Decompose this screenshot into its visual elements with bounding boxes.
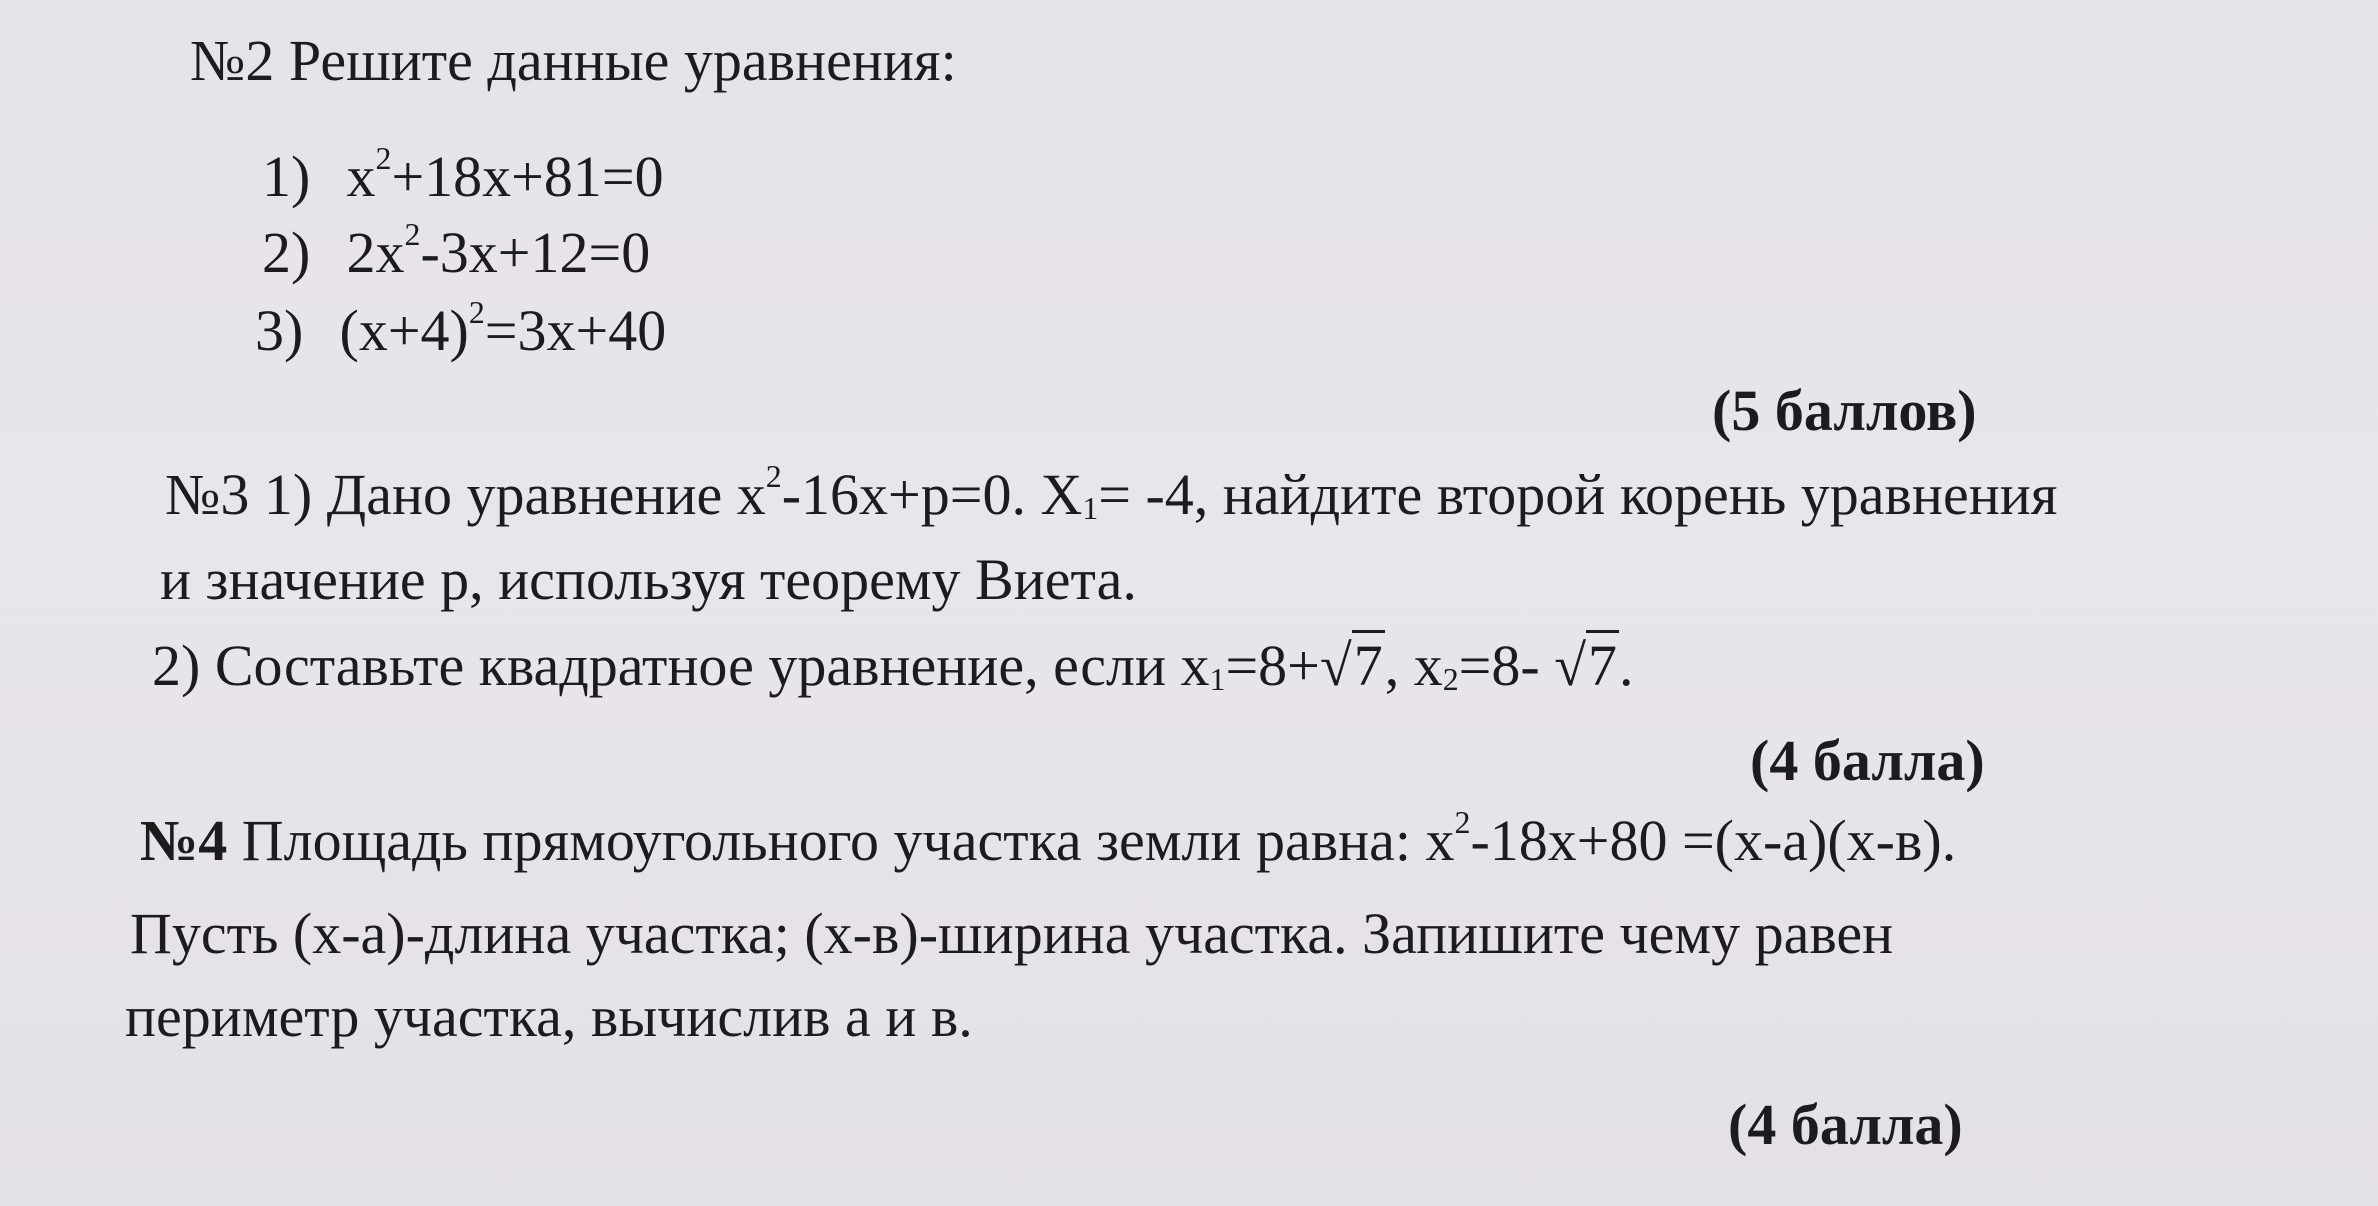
task3-x2-subscript: 2 <box>1442 661 1459 697</box>
task4-line1 <box>140 804 1957 873</box>
equation-rest: -3x+12=0 <box>420 220 651 285</box>
task3-part2-mid1: =8+ <box>1225 633 1320 698</box>
task3-part2-end: . <box>1619 633 1634 698</box>
task3-equation-rest: -16x+p=0. X <box>781 462 1083 527</box>
equation-lead: (x+4) <box>339 298 469 363</box>
task3-part2-mid3: =8- <box>1458 633 1555 698</box>
task2-equation-1 <box>262 140 664 209</box>
task4-line1-text: Площадь прямоугольного участка земли равна: x <box>241 808 1455 873</box>
equation-rest: +18x+81=0 <box>391 144 664 209</box>
equation-exponent: 2 <box>404 216 421 252</box>
task3-part2 <box>152 633 1634 698</box>
sqrt-radicand: 7 <box>1352 630 1385 698</box>
equation-rest: =3x+40 <box>484 298 667 363</box>
task3-part1-line1 <box>165 458 2058 527</box>
sqrt-icon: √ <box>1554 633 1587 698</box>
equation-exponent: 2 <box>468 294 485 330</box>
task4-exponent: 2 <box>1454 804 1471 840</box>
task4-line2: Пусть (x-a)-длина участка; (x-в)-ширина участка. Запишите чему равен <box>130 901 1894 966</box>
sqrt-2 <box>1554 633 1619 698</box>
task3-x1-subscript: 1 <box>1209 661 1226 697</box>
task2-title: Решите данные уравнения: <box>288 28 957 93</box>
task2-points: (5 баллов) <box>1712 378 1977 443</box>
task3-part2-mid2: , x <box>1384 633 1443 698</box>
equation-lead: x <box>346 144 376 209</box>
task2-equation-2 <box>262 216 651 285</box>
sqrt-radicand: 7 <box>1586 630 1619 698</box>
task4-number: №4 <box>140 808 228 873</box>
task3-equation-lead: x <box>736 462 766 527</box>
equation-exponent: 2 <box>375 140 392 176</box>
task3-part2-prefix: 2) Составьте квадратное уравнение, если x <box>152 633 1210 698</box>
equation-number: 2) <box>262 220 311 285</box>
task3-part1-line2: и значение p, используя теорему Виета. <box>160 547 1137 612</box>
task2-equation-3 <box>255 294 667 363</box>
equation-lead: 2x <box>346 220 405 285</box>
task3-equation-exponent: 2 <box>765 458 782 494</box>
task3-part1-prefix: 1) Дано уравнение <box>263 462 723 527</box>
task2-number: №2 <box>190 28 275 93</box>
task3-number: №3 <box>165 462 250 527</box>
task3-points: (4 балла) <box>1750 728 1985 793</box>
task2-heading <box>190 28 957 93</box>
sqrt-icon: √ <box>1319 633 1352 698</box>
equation-number: 3) <box>255 298 304 363</box>
task4-points: (4 балла) <box>1728 1092 1963 1157</box>
sqrt-1 <box>1319 633 1385 698</box>
equation-number: 1) <box>262 144 311 209</box>
task3-part1-tail: = -4, найдите второй корень уравнения <box>1098 462 2058 527</box>
task3-x-subscript: 1 <box>1082 490 1099 526</box>
task4-line3: периметр участка, вычислив a и в. <box>125 984 973 1049</box>
task4-line1-rest: -18x+80 =(x-a)(x-в). <box>1470 808 1957 873</box>
